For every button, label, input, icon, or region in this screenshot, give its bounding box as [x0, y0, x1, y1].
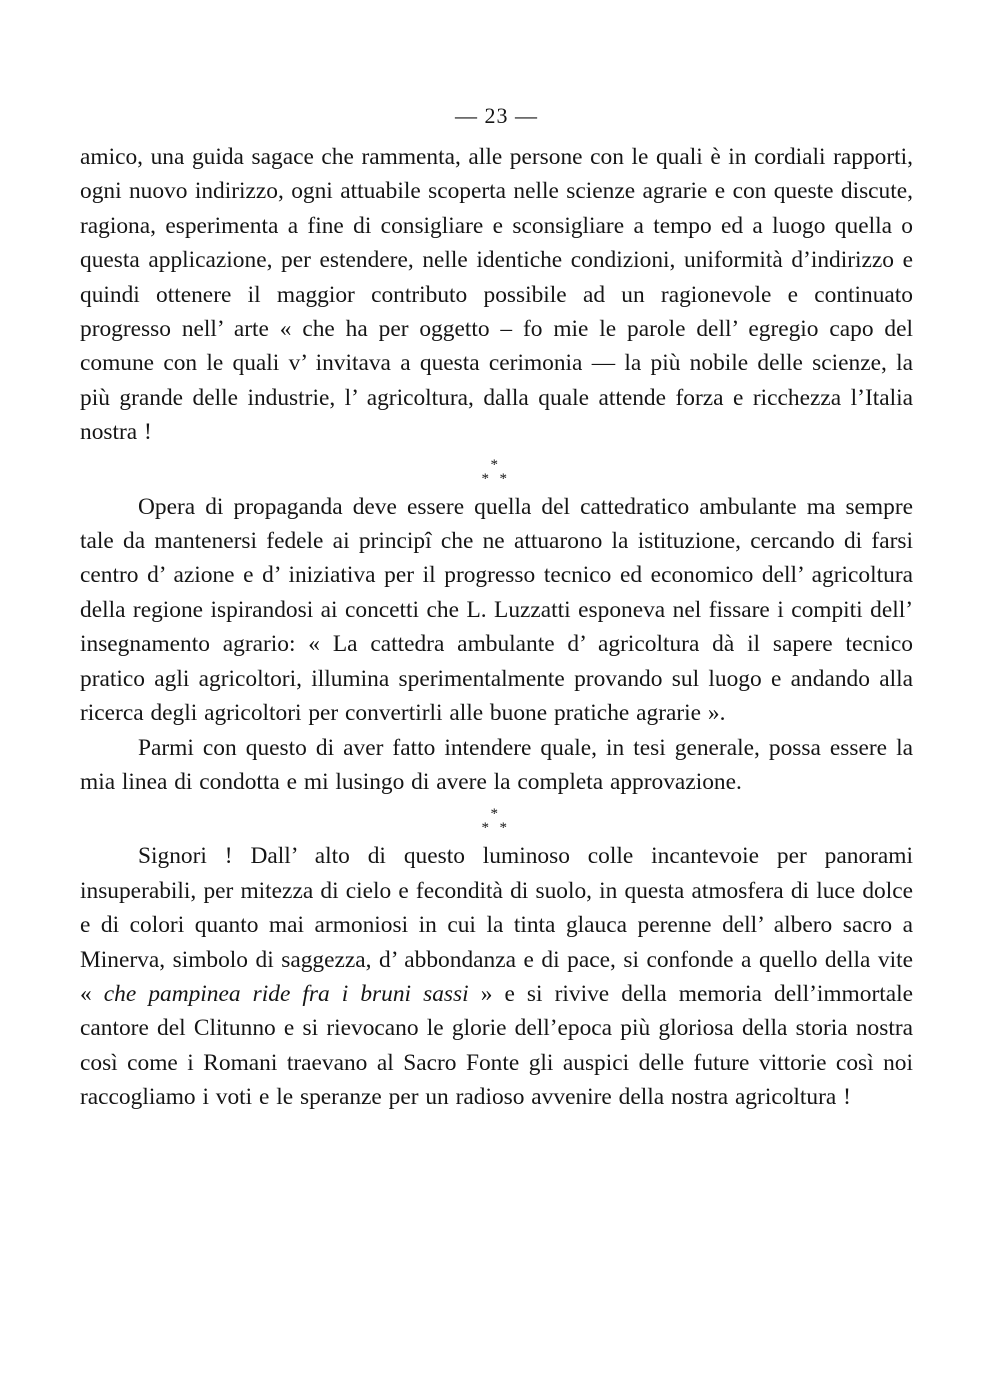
document-page: [80, 96, 913, 1376]
asterism-star: *: [499, 470, 507, 487]
paragraph-4-text-end: » e si rivive della memoria dell’immortale cantore del Clitunno e si rievocano le glorie dell’epoca più gloriosa della storia nostra così come i Romani traevano al Sacro Fonte gli auspici delle future vittorie così noi raccogliamo i voti e le speranze per un radioso avvenire della nostra agricoltura !: [80, 980, 913, 1111]
asterism-star: *: [499, 820, 507, 837]
asterism-divider-2: [467, 799, 527, 839]
asterism-divider-1: [467, 450, 527, 490]
asterism-star: *: [490, 456, 498, 473]
asterism-star: *: [481, 820, 489, 837]
page-number: — 23 —: [455, 103, 538, 128]
asterism-star: *: [490, 806, 498, 823]
quoted-verse: che pampinea ride fra i bruni sassi: [103, 980, 469, 1007]
asterism-star: *: [481, 470, 489, 487]
paragraph-4-text-start: Signori ! Dall’ alto di questo luminoso colle incantevoie per panorami insuperabili, per mitezza di cielo e fecondità di suolo, in questa atmosfera di luce dolce e di colori quanto mai armoniosi in cui la tinta glauca perenne dell’ albero sacro a Minerva, simbolo di saggezza, d’ abbondanza e di pace, si confonde a quello della vite «: [80, 843, 913, 1007]
paragraph-4: [80, 839, 913, 1114]
paragraph-1: amico, una guida sagace che rammenta, alle persone con le quali è in cordiali rapporti, ogni nuovo indirizzo, ogni attuabile scoperta nelle scienze agrarie e con queste discute, ragiona, esperimenta a fine di consigliare e sconsigliare a tempo ed a luogo quella o questa applicazione, per estendere, nelle identiche condizioni, uniformità d’indirizzo e quindi ottenere il maggior contributo possibile ad un ragionevole e continuato progresso nell’ arte « che ha per oggetto – fo mie le parole dell’ egregio capo del comune con le quali v’ invitava a questa cerimonia — la più nobile delle scienze, la più grande delle industrie, l’ agricoltura, dalla quale attende forza e ricchezza l’Italia nostra !: [80, 144, 913, 446]
paragraph-2: Opera di propaganda deve essere quella del cattedratico ambulante ma sempre tale da mantenersi fedele ai principî che ne attuarono la istituzione, cercando di farsi centro d’ azione e d’ iniziativa per il progresso tecnico ed economico dell’ agricoltura della regione ispirandosi ai concetti che L. Luzzatti esponeva nel fissare i compiti dell’ insegnamento agrario: « La cattedra ambulante d’ agricoltura dà il sapere tecnico pratico agli agricoltori, illumina sperimentalmente provando sul luogo e andando alla ricerca degli agricoltori per convertirli alle buone pratiche agrarie ».: [80, 493, 913, 727]
paragraph-3: Parmi con questo di aver fatto intendere quale, in tesi generale, possa essere la mia linea di condotta e mi lusingo di avere la completa approvazione.: [80, 734, 913, 795]
